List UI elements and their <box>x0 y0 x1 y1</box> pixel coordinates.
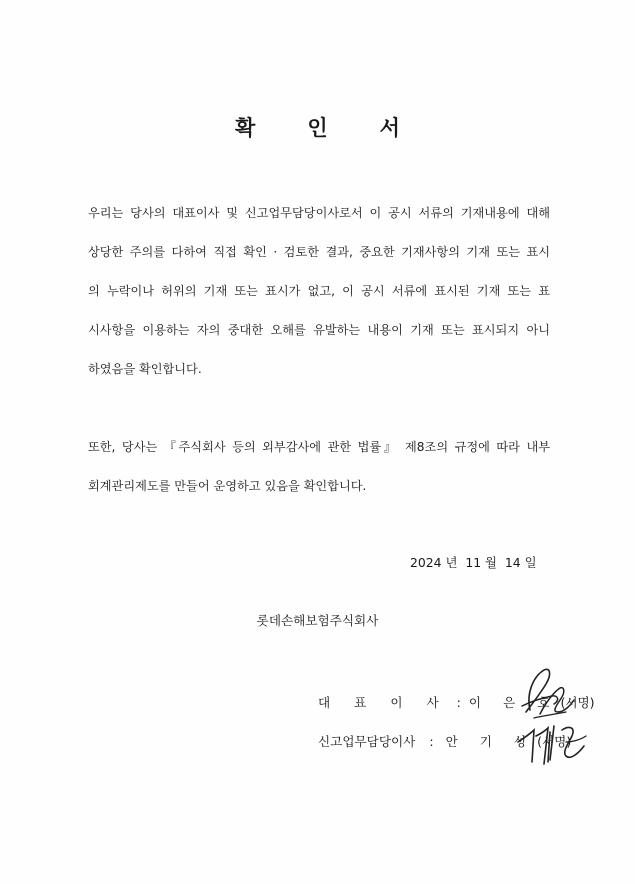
document-title <box>0 112 635 142</box>
signatory-disclosure-officer <box>318 731 571 750</box>
paragraph-line: 시사항을 이용하는 자의 중대한 오해를 유발하는 내용이 기재 또는 표시되지 아니 <box>88 323 550 337</box>
signature-placeholder: (서명) <box>537 734 572 749</box>
internal-control-paragraph <box>88 428 550 506</box>
paragraph-line: 하였음을 확인합니다. <box>88 362 202 376</box>
signatory-name: 안 기 성 <box>445 734 536 749</box>
document-date: 2024 년 11 월 14 일 <box>410 555 537 570</box>
paragraph-line: 상당한 주의를 다하여 직접 확인 · 검토한 결과, 중요한 기재사항의 기재 또는 표시 <box>88 245 550 259</box>
colon-separator: : <box>429 734 434 749</box>
signature-placeholder: (서명) <box>560 695 595 710</box>
confirmation-paragraph <box>88 194 550 389</box>
title-char-3: 서 <box>379 116 400 140</box>
signatory-title: 대 표 이 사 <box>318 695 449 710</box>
paragraph-line: 회계관리제도를 만들어 운영하고 있음을 확인합니다. <box>88 479 367 493</box>
paragraph-line: 우리는 당사의 대표이사 및 신고업무담당이사로서 이 공시 서류의 기재내용에 대해 <box>88 206 550 220</box>
signatory-name: 이 은 호 <box>468 695 559 710</box>
company-name: 롯데손해보험주식회사 <box>256 613 379 628</box>
paragraph-line: 또한, 당사는 『주식회사 등의 외부감사에 관한 법률』 제8조의 규정에 따라 내부 <box>88 440 550 454</box>
paragraph-line: 의 누락이나 허위의 기재 또는 표시가 없고, 이 공시 서류에 표시된 기재 또는 표 <box>88 284 550 298</box>
signatory-ceo <box>318 692 595 711</box>
signatory-title: 신고업무담당이사 <box>318 734 416 749</box>
title-char-1: 확 <box>235 116 256 140</box>
title-char-2: 인 <box>307 116 328 140</box>
colon-separator: : <box>456 695 461 710</box>
